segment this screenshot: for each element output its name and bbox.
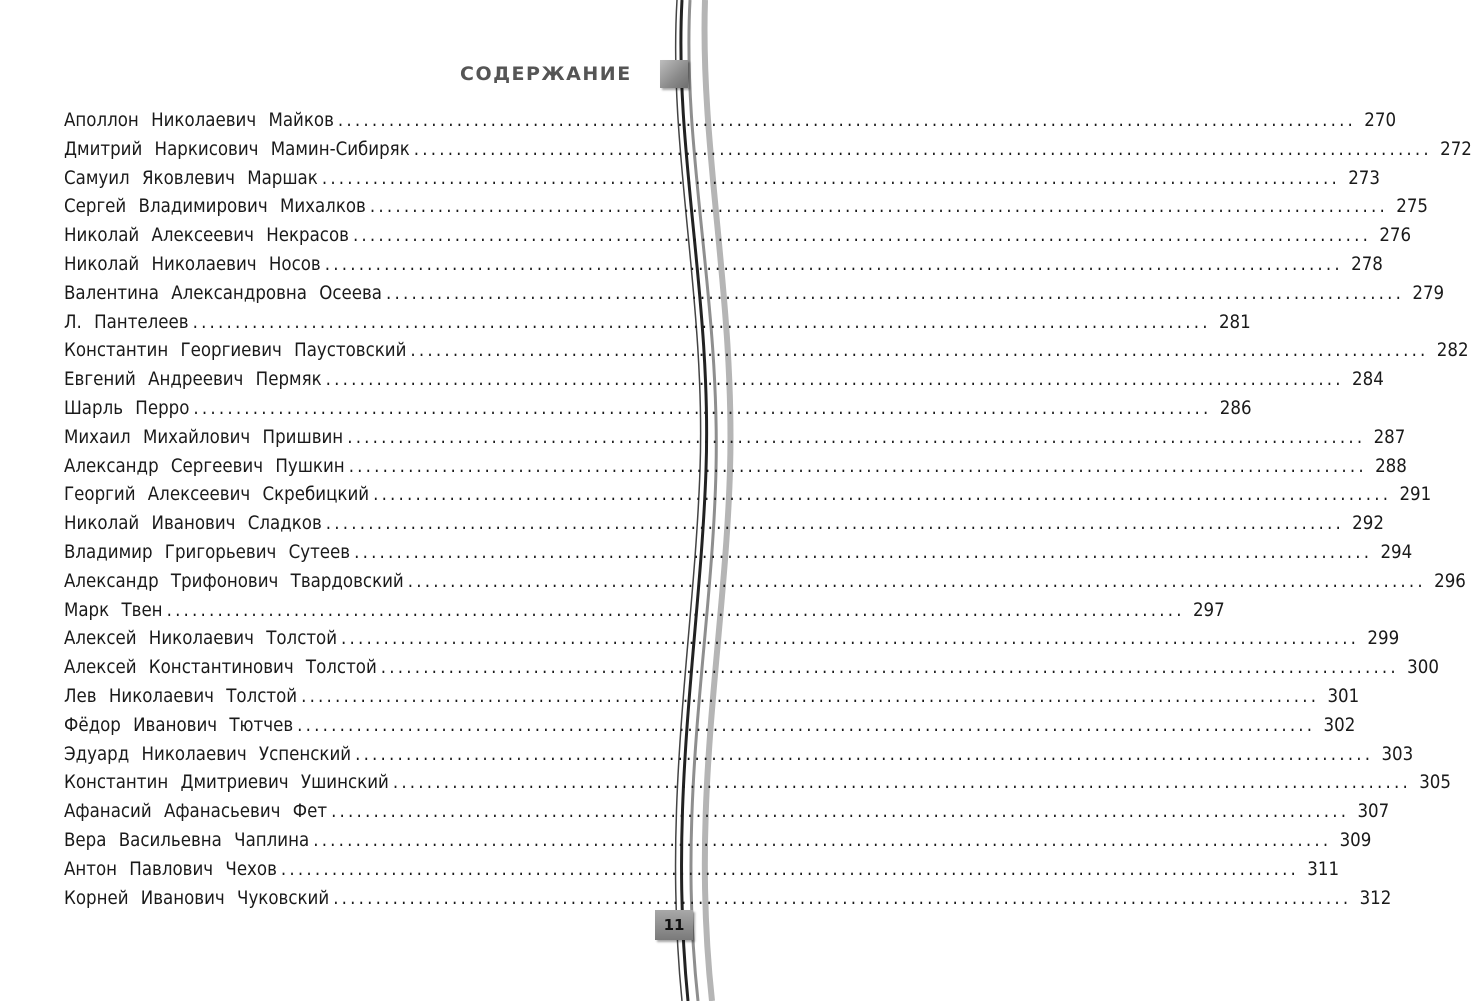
table-of-contents	[64, 110, 1472, 916]
toc-entry[interactable]	[64, 772, 1451, 801]
toc-entry-author: Николай Николаевич Носов	[64, 253, 321, 275]
toc-entry[interactable]	[64, 570, 1466, 600]
toc-entry[interactable]	[64, 110, 1397, 139]
toc-entry-leader-dots: ........................................................................................................................	[325, 513, 1344, 535]
toc-entry-page: 286	[1219, 397, 1252, 419]
toc-entry-author: Алексей Николаевич Толстой	[64, 628, 338, 650]
toc-entry[interactable]	[64, 253, 1383, 283]
toc-entry-author: Николай Алексеевич Некрасов	[64, 225, 349, 247]
toc-entry-page: 300	[1407, 657, 1439, 679]
toc-entry-author: Фёдор Иванович Тютчев	[64, 714, 294, 736]
toc-entry-author: Николай Иванович Сладков	[64, 513, 322, 535]
toc-entry-leader-dots: ........................................................................................................................	[333, 887, 1352, 909]
toc-entry[interactable]	[64, 196, 1429, 225]
toc-entry-leader-dots: ........................................................................................................................	[301, 685, 1320, 707]
toc-entry-leader-dots: ........................................................................................................................	[352, 225, 1372, 247]
toc-entry-page: 273	[1348, 167, 1380, 189]
toc-entry-page: 299	[1367, 628, 1400, 650]
toc-entry[interactable]	[64, 599, 1225, 629]
toc-entry-leader-dots: ........................................................................................................................	[297, 714, 1316, 736]
toc-entry-leader-dots: ........................................................................................................................	[347, 426, 1366, 448]
toc-entry-leader-dots: ........................................................................................................................	[166, 599, 1185, 621]
toc-entry-page: 270	[1364, 110, 1397, 131]
toc-entry-page: 294	[1380, 541, 1413, 563]
toc-entry-author: Сергей Владимирович Михалков	[64, 196, 366, 218]
toc-entry-leader-dots: ........................................................................................................................	[407, 570, 1426, 592]
toc-entry-leader-dots: ........................................................................................................................	[373, 484, 1392, 506]
toc-entry-page: 281	[1218, 311, 1251, 333]
toc-entry-author: Афанасий Афанасьевич Фет	[64, 801, 328, 823]
toc-entry-leader-dots: ........................................................................................................................	[392, 772, 1411, 794]
toc-entry[interactable]	[64, 369, 1384, 398]
toc-entry-leader-dots: ........................................................................................................................	[325, 369, 1344, 391]
toc-entry-page: 278	[1351, 253, 1383, 275]
toc-entry-leader-dots: ........................................................................................................................	[313, 829, 1332, 851]
toc-entry-author: Михаил Михайлович Пришвин	[64, 426, 344, 448]
toc-entry-author: Шарль Перро	[64, 397, 190, 419]
toc-entry[interactable]	[64, 743, 1414, 773]
toc-entry-leader-dots: ........................................................................................................................	[354, 541, 1373, 563]
toc-entry-leader-dots: ........................................................................................................................	[280, 858, 1300, 880]
toc-entry-page: 279	[1412, 282, 1445, 304]
toc-entry[interactable]	[64, 397, 1252, 427]
toc-entry-page: 284	[1352, 369, 1384, 391]
toc-entry-page: 305	[1419, 772, 1451, 794]
toc-entry-author: Валентина Александровна Осеева	[64, 282, 382, 304]
decorative-square-icon	[660, 60, 688, 88]
toc-entry-leader-dots: ........................................................................................................................	[331, 801, 1350, 823]
toc-entry-page: 303	[1381, 743, 1414, 765]
page-number: 11	[655, 910, 693, 940]
toc-entry-page: 288	[1375, 455, 1407, 477]
toc-entry-author: Антон Павлович Чехов	[64, 858, 277, 880]
toc-entry-page: 287	[1373, 426, 1406, 448]
toc-entry[interactable]	[64, 426, 1406, 456]
toc-entry-author: Евгений Андреевич Пермяк	[64, 369, 322, 391]
toc-entry-author: Константин Дмитриевич Ушинский	[64, 772, 389, 794]
toc-entry-leader-dots: ........................................................................................................................	[193, 397, 1212, 419]
toc-entry-author: Л. Пантелеев	[64, 311, 189, 333]
toc-entry[interactable]	[64, 714, 1356, 744]
toc-entry[interactable]	[64, 685, 1360, 715]
toc-entry-author: Аполлон Николаевич Майков	[64, 110, 334, 131]
toc-entry-page: 272	[1440, 138, 1472, 160]
toc-entry-author: Дмитрий Наркисович Мамин-Сибиряк	[64, 138, 410, 160]
toc-entry-page: 297	[1192, 599, 1225, 621]
toc-entry-leader-dots: ........................................................................................................................	[386, 282, 1405, 304]
toc-entry-author: Алексей Константинович Толстой	[64, 657, 377, 679]
toc-entry-author: Марк Твен	[64, 599, 163, 621]
toc-entry-page: 301	[1327, 685, 1360, 707]
toc-entry[interactable]	[64, 311, 1251, 341]
toc-entry-leader-dots: ........................................................................................................................	[348, 455, 1367, 477]
toc-entry-leader-dots: ........................................................................................................................	[192, 311, 1211, 333]
toc-entry[interactable]	[64, 657, 1439, 686]
toc-entry[interactable]	[64, 138, 1472, 168]
toc-entry-page: 282	[1436, 340, 1469, 362]
toc-entry[interactable]	[64, 887, 1392, 917]
toc-entry-page: 312	[1359, 887, 1392, 909]
toc-entry-leader-dots: ........................................................................................................................	[324, 253, 1343, 275]
toc-entry-leader-dots: ........................................................................................................................	[413, 138, 1432, 160]
toc-entry-page: 296	[1434, 570, 1466, 592]
toc-entry-leader-dots: ........................................................................................................................	[341, 628, 1360, 650]
toc-entry-author: Эдуард Николаевич Успенский	[64, 743, 352, 765]
toc-entry[interactable]	[64, 340, 1469, 369]
toc-entry-page: 311	[1307, 858, 1340, 880]
toc-entry[interactable]	[64, 541, 1413, 571]
toc-entry[interactable]	[64, 858, 1340, 888]
toc-entry-page: 292	[1352, 513, 1384, 535]
toc-entry-author: Александр Сергеевич Пушкин	[64, 455, 345, 477]
toc-entry-author: Александр Трифонович Твардовский	[64, 570, 404, 592]
toc-entry-leader-dots: ........................................................................................................................	[355, 743, 1374, 765]
section-title: СОДЕРЖАНИЕ	[460, 63, 632, 85]
toc-entry-leader-dots: ........................................................................................................................	[337, 110, 1357, 131]
toc-entry-author: Самуил Яковлевич Маршак	[64, 167, 318, 189]
toc-entry[interactable]	[64, 167, 1380, 197]
toc-entry[interactable]	[64, 484, 1432, 513]
toc-entry-page: 275	[1396, 196, 1429, 218]
toc-entry-author: Лев Николаевич Толстой	[64, 685, 298, 707]
toc-entry-page: 291	[1399, 484, 1432, 506]
toc-entry[interactable]	[64, 829, 1372, 859]
toc-entry[interactable]	[64, 513, 1384, 542]
toc-entry-leader-dots: ........................................................................................................................	[380, 657, 1399, 679]
toc-entry-page: 276	[1379, 225, 1412, 247]
toc-entry-author: Владимир Григорьевич Сутеев	[64, 541, 351, 563]
toc-entry-leader-dots: ........................................................................................................................	[321, 167, 1340, 189]
toc-entry[interactable]	[64, 282, 1445, 312]
toc-entry-author: Константин Георгиевич Паустовский	[64, 340, 407, 362]
toc-entry[interactable]	[64, 628, 1400, 657]
toc-entry-author: Георгий Алексеевич Скребицкий	[64, 484, 370, 506]
toc-entry[interactable]	[64, 801, 1390, 830]
toc-entry-author: Вера Васильевна Чаплина	[64, 829, 310, 851]
toc-entry-author: Корней Иванович Чуковский	[64, 887, 330, 909]
toc-entry[interactable]	[64, 225, 1412, 254]
toc-entry-page: 302	[1323, 714, 1356, 736]
toc-entry[interactable]	[64, 455, 1407, 485]
toc-entry-leader-dots: ........................................................................................................................	[410, 340, 1429, 362]
toc-entry-page: 307	[1357, 801, 1390, 823]
toc-entry-page: 309	[1339, 829, 1372, 851]
toc-entry-leader-dots: ........................................................................................................................	[369, 196, 1389, 218]
